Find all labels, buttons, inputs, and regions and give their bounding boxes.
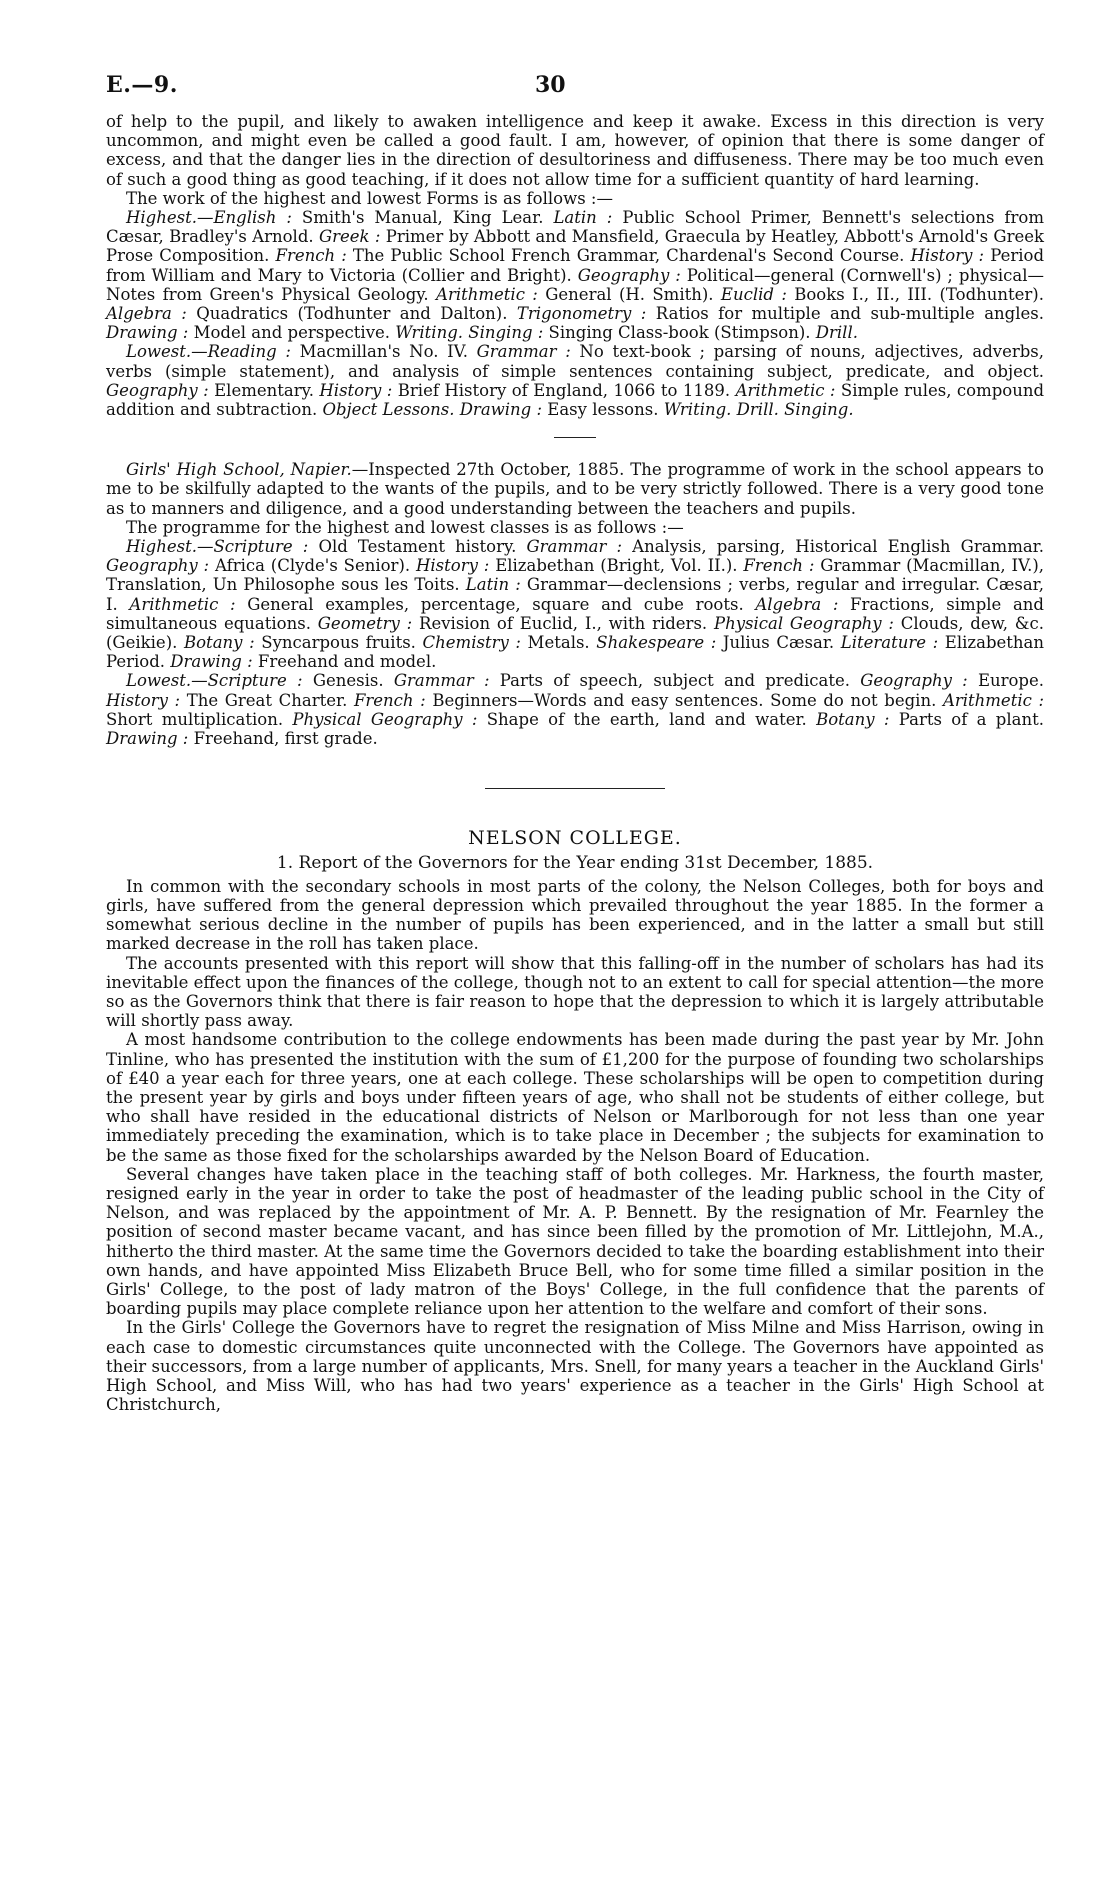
paragraph-continuation: of help to the pupil, and likely to awaken intelligence and keep it awake. Excess in this direction is very uncommon, and might even be called a good fault. I am, however, of opinion that there is some danger of excess, and that the danger lies in the direction of desultoriness and diffuseness. There may be too much even of such a good thing as good teaching, if it does not allow time for a sufficient quantity of hard learning. [106, 112, 1044, 189]
subject-label: Physical Geography : [713, 613, 894, 633]
subject-content: Simple rules, compound addition and subtraction. [106, 380, 1045, 420]
subject-label: Greek : [318, 227, 381, 247]
subject-label: French : [275, 246, 347, 266]
subject-label: Drawing : [170, 652, 253, 672]
subject-label: Highest.—Scripture : [126, 537, 309, 557]
subject-content: The Public School French Grammar, Chardenal's Second Course. [346, 246, 911, 266]
paragraph-highest-form [106, 208, 1044, 342]
subject-label: Grammar : [526, 537, 623, 557]
subject-content: Elizabethan (Bright, Vol. II.). [489, 556, 744, 576]
subject-content: Books I., II., III. (Todhunter). [786, 284, 1044, 304]
subject-label: Botany : [184, 633, 255, 653]
subject-content: General (H. Smith). [537, 284, 721, 304]
subject-label: Literature : [840, 633, 939, 653]
section-divider-long [485, 788, 665, 789]
subject-content: Short multiplication. [106, 709, 293, 729]
subject-label: Writing. Drill. Singing. [663, 400, 854, 420]
paragraph-depression: In common with the secondary schools in most parts of the colony, the Nelson Colleges, both for boys and girls, have suffered from the general depression which prevailed throughout the year 1885. In the former a somewhat serious decline in the number of pupils has been experienced, and in the latter a small but still marked decrease in the roll has taken place. [106, 876, 1044, 954]
subject-content: Grammar—declensions ; verbs, regular and irregular. Cæsar, I. [106, 575, 1044, 614]
subject-label: Euclid : [720, 284, 787, 304]
subject-content: Africa (Clyde's Senior). [209, 556, 416, 576]
subject-content: Clouds, dew, &c. (Geikie). [106, 613, 1044, 653]
subject-content: Public School Primer, Bennett's selections from Cæsar, Bradley's Arnold. [106, 208, 1045, 247]
subject-content: Syncarpous fruits. [254, 633, 423, 653]
subject-label: History : [319, 380, 393, 400]
subject-content: Brief History of England, 1066 to 1189. [392, 380, 736, 400]
subject-content: Political—general (Cornwell's) ; physical—Notes from Green's Physical Geology. [106, 265, 1045, 304]
subject-label: Highest.—English : [126, 208, 292, 228]
paragraph-staff-changes: Several changes have taken place in the teaching staff of both colleges. Mr. Harkness, the fourth master, resigned early in the year in order to take the post of headmaster of the leading public school in the City of Nelson, and was replaced by the appointment of Mr. A. P. Bennett. By the resignation of Mr. Fearnley the position of second master became vacant, and has since been filled by the promotion of Mr. Littlejohn, M.A., hitherto the third master. At the same time the Governors decided to take the boarding establishment into their own hands, and have appointed Miss Elizabeth Bruce Bell, who for some time filled a similar position in the Girls' College, to the post of lady matron of the Boys' College, in the full confidence that the parents of boarding pupils may place complete reliance upon her attention to the welfare and comfort of their sons. [106, 1164, 1044, 1319]
subject-label: Algebra : [755, 594, 839, 614]
subject-content: Model and perspective. [188, 323, 396, 343]
subject-label: Drill. [815, 323, 858, 343]
subject-content: Easy lessons. [542, 400, 664, 420]
subject-label: Physical Geography : [292, 709, 478, 729]
subject-label: Arithmetic : [129, 594, 236, 614]
subject-content: Freehand, first grade. [188, 729, 378, 749]
subject-content: No text-book ; parsing of nouns, adjectives, adverbs, verbs (simple statement), and analysis of simple sentences containing subject, predicate, and object. [106, 342, 1045, 381]
subject-content: Grammar (Macmillan, IV.), Translation, Un Philosophe sous les Toits. [106, 556, 1045, 595]
paragraph-highest-class [106, 537, 1044, 671]
subject-label: Lowest.—Reading : [126, 342, 291, 362]
subject-content: Beginners—Words and easy sentences. Some do not begin. [425, 690, 943, 710]
subject-content: Shape of the earth, land and water. [477, 709, 817, 729]
subject-label: Girls' High School, Napier. [126, 460, 352, 480]
paragraph-lowest-class [106, 671, 1044, 748]
subject-content: —Inspected 27th October, 1885. The programme of work in the school appears to me to be skilfully adapted to the wants of the pupils, and to be very strictly followed. There is a very good tone as to manners and diligence, and a good understanding between the teachers and pupils. [106, 460, 1044, 518]
subject-label: History : [910, 246, 985, 266]
subject-label: Shakespeare : [596, 633, 717, 653]
subject-label: Latin : [465, 575, 521, 595]
subject-content: Ratios for multiple and sub-multiple angles. [646, 304, 1044, 324]
paragraph-classes-intro: The programme for the highest and lowest classes is as follows :— [126, 517, 684, 537]
subject-label: Trigonometry : [516, 304, 647, 324]
subject-content: Europe. [967, 671, 1045, 691]
subject-label: Drawing : [106, 729, 189, 749]
paragraph-scholarships: A most handsome contribution to the college endowments has been made during the past year by Mr. John Tinline, who has presented the institution with the sum of £1,200 for the purpose of founding two scholarships of £40 a year each for three years, one at each college. These scholarships will be open to competition during the present year by girls and boys under fifteen years of age, who shall not be students of either college, but who shall have resided in the educational districts of Nelson or Marlborough for not less than one year immediately preceding the examination, which is to take place in December ; the subjects for examination to be the same as those fixed for the scholarships awarded by the Nelson Board of Education. [106, 1030, 1044, 1165]
subject-content: Parts of a plant. [889, 709, 1044, 729]
subject-content: Analysis, parsing, Historical English Grammar. [622, 537, 1044, 557]
subject-content: Genesis. [302, 671, 394, 691]
subject-content: Freehand and model. [252, 652, 437, 672]
subject-label: Arithmetic : [436, 284, 538, 304]
paragraph-girls-college: In the Girls' College the Governors have to regret the resignation of Miss Milne and Miss Harrison, owing in each case to domestic circumstances quite unconnected with the College. The Governors have appointed as their successors, from a large number of applicants, Mrs. Snell, for many years a teacher in the Auckland Girls' High School, and Miss Will, who has had two years' experience as a teacher in the Girls' High School at Christchurch, [106, 1318, 1044, 1415]
subject-label: Lowest.—Scripture : [126, 671, 303, 691]
subject-content: Macmillan's No. IV. [290, 342, 477, 362]
subject-content: Elizabethan Period. [106, 633, 1044, 672]
subject-label: Drawing : [106, 323, 189, 343]
subject-content: Smith's Manual, King Lear. [291, 208, 554, 228]
subject-label: Arithmetic : [735, 380, 836, 400]
subject-content: Primer by Abbott and Mansfield, Graecula by Heatley, Abbott's Arnold's Greek Prose Composition. [106, 227, 1044, 266]
subject-label: Geography : [860, 671, 968, 691]
subject-content: Revision of Euclid, I., with riders. [412, 613, 714, 633]
subject-label: Object Lessons. Drawing : [322, 400, 543, 420]
subject-label: Algebra : [106, 304, 187, 324]
subject-content: Fractions, simple and simultaneous equations. [106, 594, 1044, 633]
section-divider [554, 437, 596, 438]
subject-label: Geography : [577, 265, 681, 285]
subject-label: History : [416, 556, 490, 576]
subject-label: Writing. Singing : [395, 323, 544, 343]
subject-label: History : [106, 690, 181, 710]
subject-label: Geography : [106, 380, 209, 400]
paragraph-accounts: The accounts presented with this report will show that this falling-off in the number of scholars has had its inevitable effect upon the finances of the college, though not to an extent to call for special attention—the more so as the Governors think that there is fair reason to hope that the depression to which it is largely attributable will shortly pass away. [106, 953, 1044, 1031]
subject-label: Chemistry : [422, 633, 521, 653]
subject-label: French : [353, 690, 426, 710]
subject-label: Geometry : [317, 613, 413, 633]
subject-label: Geography : [106, 556, 210, 576]
subject-content: The Great Charter. [180, 690, 354, 710]
subject-content: Old Testament history. [308, 537, 527, 557]
subject-content: Parts of speech, subject and predicate. [489, 671, 861, 691]
body-text [106, 112, 1044, 1414]
subject-content: General examples, percentage, square and cube roots. [235, 594, 756, 614]
paragraph-lowest-form [106, 342, 1044, 419]
subject-content: Singing Class-book (Stimpson). [543, 323, 816, 343]
subject-label: Grammar : [393, 671, 490, 691]
subject-label: Arithmetic : [942, 690, 1045, 710]
subject-label: Botany : [816, 709, 890, 729]
subject-label: Latin : [553, 208, 613, 228]
subject-content: Quadratics (Todhunter and Dalton). [186, 304, 517, 324]
section-title: NELSON COLLEGE. [468, 827, 682, 850]
subject-label: Grammar : [476, 342, 571, 362]
subject-content: Julius Cæsar. [716, 633, 841, 653]
paragraph-napier-intro [106, 460, 1044, 518]
subject-label: French : [743, 556, 815, 576]
document-reference: E.—9. [106, 72, 178, 98]
section-subtitle: 1. Report of the Governors for the Year ending 31st December, 1885. [276, 852, 874, 873]
subject-content: Period from William and Mary to Victoria (Collier and Bright). [106, 246, 1045, 285]
paragraph-forms-intro: The work of the highest and lowest Forms is as follows :— [126, 188, 613, 208]
subject-content: Metals. [520, 633, 597, 653]
subject-content: Elementary. [208, 380, 320, 400]
page-number: 30 [535, 72, 566, 98]
